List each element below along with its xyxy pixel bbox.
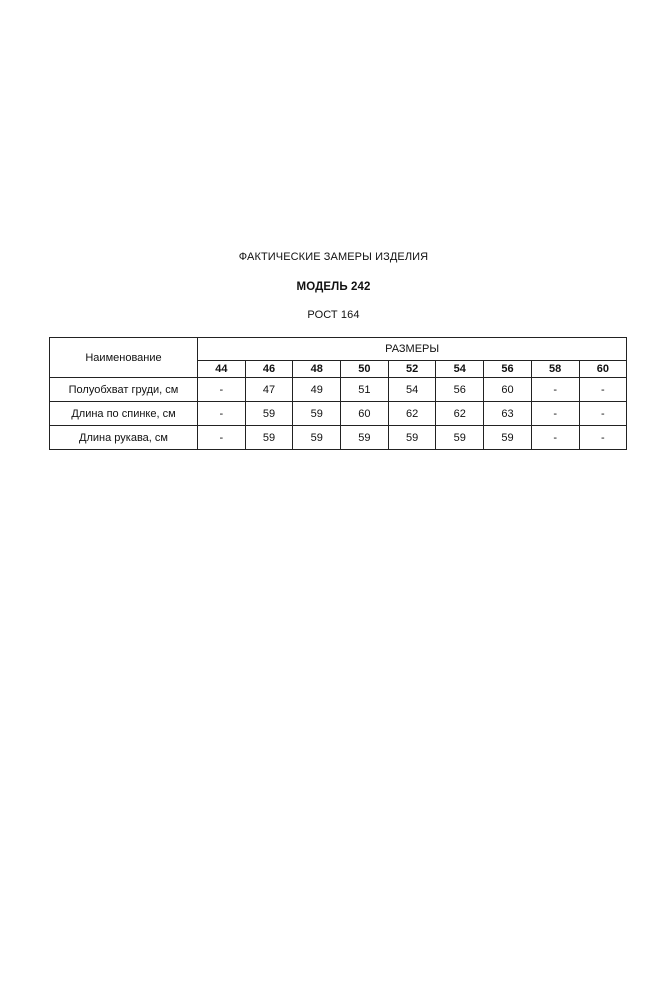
table-cell: 59 <box>245 426 293 450</box>
table-cell: - <box>579 402 627 426</box>
size-header: 48 <box>293 361 341 378</box>
row-label: Полуобхват груди, см <box>50 378 198 402</box>
size-header: 44 <box>198 361 246 378</box>
size-header: 60 <box>579 361 627 378</box>
row-label: Длина рукава, см <box>50 426 198 450</box>
table-row <box>50 426 627 450</box>
table-cell: - <box>198 378 246 402</box>
table-cell: 56 <box>436 378 484 402</box>
table-cell: - <box>198 402 246 426</box>
table-cell: 59 <box>484 426 532 450</box>
model-label: МОДЕЛЬ 242 <box>296 281 371 293</box>
table-row <box>50 402 627 426</box>
table-cell: 59 <box>245 402 293 426</box>
size-header: 52 <box>388 361 436 378</box>
table-cell: - <box>531 402 579 426</box>
table-cell: 59 <box>388 426 436 450</box>
row-label: Длина по спинке, см <box>50 402 198 426</box>
table-cell: 49 <box>293 378 341 402</box>
table-cell: 60 <box>341 402 389 426</box>
sizes-group-header: РАЗМЕРЫ <box>198 338 627 361</box>
table-cell: 54 <box>388 378 436 402</box>
height-label: РОСТ 164 <box>307 309 360 321</box>
table-cell: 51 <box>341 378 389 402</box>
table-cell: - <box>579 426 627 450</box>
table-cell: 62 <box>388 402 436 426</box>
document-title: ФАКТИЧЕСКИЕ ЗАМЕРЫ ИЗДЕЛИЯ <box>238 251 429 263</box>
table-cell: 59 <box>436 426 484 450</box>
table-cell: 62 <box>436 402 484 426</box>
name-column-header: Наименование <box>50 338 198 378</box>
table-header-row <box>50 338 627 361</box>
size-header: 56 <box>484 361 532 378</box>
measurements-table <box>49 337 627 450</box>
table-row <box>50 378 627 402</box>
size-header: 58 <box>531 361 579 378</box>
table-cell: - <box>531 378 579 402</box>
size-header: 50 <box>341 361 389 378</box>
table-cell: 47 <box>245 378 293 402</box>
size-header: 46 <box>245 361 293 378</box>
table-cell: 59 <box>293 402 341 426</box>
table-cell: 63 <box>484 402 532 426</box>
table-cell: - <box>579 378 627 402</box>
table-cell: 60 <box>484 378 532 402</box>
table-cell: - <box>531 426 579 450</box>
size-header: 54 <box>436 361 484 378</box>
table-cell: 59 <box>293 426 341 450</box>
table-cell: - <box>198 426 246 450</box>
table-cell: 59 <box>341 426 389 450</box>
